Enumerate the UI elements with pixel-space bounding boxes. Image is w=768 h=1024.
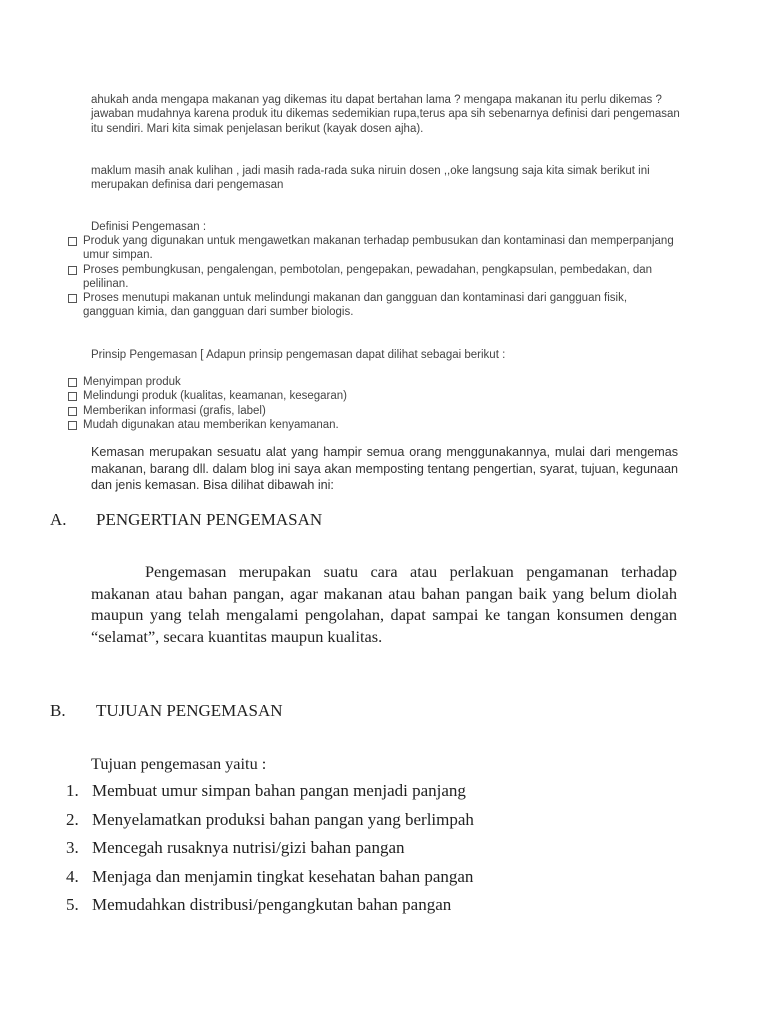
section-a-body [91, 561, 677, 647]
checkbox-icon [68, 294, 77, 303]
checkbox-icon [68, 392, 77, 401]
definisi-title-text: Definisi Pengemasan : [91, 221, 207, 233]
list-item-text: Proses pembungkusan, pengalengan, pembotolan, pengepakan, pewadahan, pengkapsulan, pembedakan, dan pelilinan. [83, 263, 653, 290]
checkbox-icon [68, 237, 77, 246]
intro-paragraph-2 [91, 164, 683, 193]
list-number: 3. [66, 838, 79, 858]
list-item-text: Mudah digunakan atau memberikan kenyamanan. [83, 418, 339, 431]
list-item-text: Produk yang digunakan untuk mengawetkan makanan terhadap pembusukan dan kontaminasi dan memperpanjang umur simpan. [83, 235, 674, 262]
section-b-intro [91, 754, 681, 774]
checkbox-icon [68, 421, 77, 430]
list-item-text: Menyimpan produk [83, 376, 181, 388]
list-item-text: Memudahkan distribusi/pengangkutan bahan pangan [92, 895, 452, 915]
list-number: 2. [66, 809, 79, 829]
list-item [68, 291, 680, 320]
list-item-text: Memberikan informasi (grafis, label) [83, 404, 266, 417]
list-item [68, 263, 680, 292]
list-item-text: Proses menutupi makanan untuk melindungi makanan dan gangguan dan kontaminasi dari gangguan fisik, gangguan kimia, dan gangguan dari sumber biologis. [83, 292, 628, 319]
list-item [68, 375, 688, 389]
intro-paragraph-1 [91, 93, 683, 136]
section-b-title: TUJUAN PENGEMASAN [96, 701, 283, 720]
list-item [68, 404, 688, 418]
list-item-text: Membuat umur simpan bahan pangan menjadi panjang [92, 781, 466, 800]
section-b-intro-text: Tujuan pengemasan yaitu : [91, 754, 267, 773]
section-a-title: PENGERTIAN PENGEMASAN [96, 510, 323, 529]
checkbox-icon [68, 407, 77, 416]
list-item [66, 781, 474, 810]
section-a-body-text: Pengemasan merupakan suatu cara atau perlakuan pengamanan terhadap makanan atau bahan pangan, agar makanan atau bahan pangan baik yang belum diolah maupun yang telah mengalami pengolahan, dapat sampai ke tangan konsumen dengan “selamat”, secara kuantitas maupun kualitas. [91, 562, 677, 646]
section-b-letter: B. [50, 701, 66, 720]
list-number: 5. [66, 895, 79, 915]
intro-text-1: ahukah anda mengapa makanan yag dikemas itu dapat bertahan lama ? mengapa makanan itu perlu dikemas ? jawaban mudahnya karena produk itu dikemas sedemikian rupa,terus apa sih sebenarnya definisi dari pengemasan itu sendiri. Mari kita simak penjelasan berikut (kayak dosen ajha). [91, 94, 680, 135]
list-item [66, 838, 474, 867]
list-item [66, 810, 474, 839]
checkbox-icon [68, 378, 77, 387]
intro-text-2: maklum masih anak kulihan , jadi masih rada-rada suka niruin dosen ,,oke langsung saja kita simak berikut ini merupakan definisa dari pengemasan [91, 165, 650, 192]
list-item [68, 418, 688, 432]
list-item-text: Menyelamatkan produksi bahan pangan yang berlimpah [92, 809, 474, 829]
kemasan-text: Kemasan merupakan sesuatu alat yang hampir semua orang menggunakannya, mulai dari mengemas makanan, barang dll. dalam blog ini saya akan memposting tentang pengertian, syarat, tujuan, kegunaan dan jenis kemasan. Bisa dilihat dibawah ini: [91, 445, 678, 492]
prinsip-title-text: Prinsip Pengemasan [ Adapun prinsip pengemasan dapat dilihat sebagai berikut : [91, 349, 506, 361]
prinsip-list [68, 375, 688, 432]
section-a-heading [50, 510, 322, 530]
list-item [68, 389, 688, 403]
list-item [66, 867, 474, 896]
prinsip-title [91, 348, 681, 362]
definisi-title [91, 220, 681, 234]
list-number: 4. [66, 866, 79, 886]
list-item-text: Melindungi produk (kualitas, keamanan, kesegaran) [83, 390, 348, 403]
list-item-text: Menjaga dan menjamin tingkat kesehatan bahan pangan [92, 866, 474, 886]
list-item [66, 895, 474, 924]
checkbox-icon [68, 266, 77, 275]
section-a-letter: A. [50, 510, 67, 529]
tujuan-list [66, 781, 474, 924]
kemasan-paragraph [91, 444, 678, 494]
list-item-text: Mencegah rusaknya nutrisi/gizi bahan pangan [92, 838, 405, 858]
definisi-list [68, 234, 680, 320]
list-number: 1. [66, 781, 79, 800]
section-b-heading [50, 701, 283, 721]
list-item [68, 234, 680, 263]
